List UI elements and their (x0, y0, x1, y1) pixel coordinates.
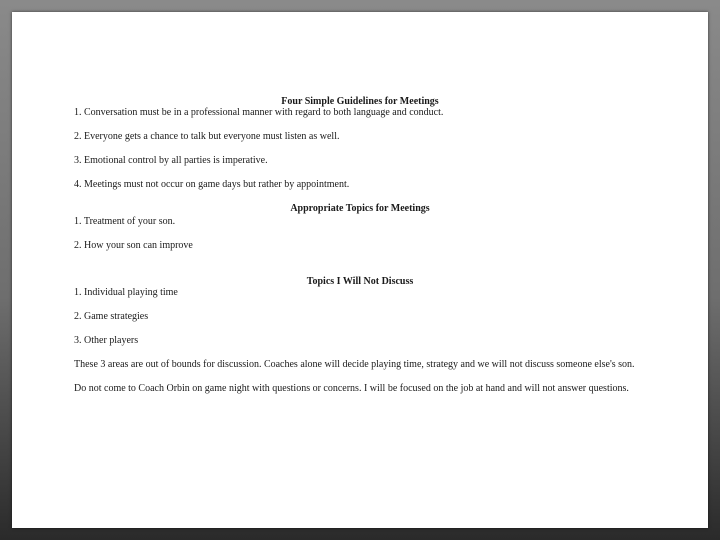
paragraph-game-night: Do not come to Coach Orbin on game night with questions or concerns. I will be focused on the job at hand and will not answer questions. (74, 383, 629, 394)
document-body (74, 96, 646, 394)
not-discuss-3: 3. Other players (74, 335, 139, 346)
slide (12, 12, 708, 528)
guideline-1: 1. Conversation must be in a professional manner with regard to both language and conduct. (74, 107, 444, 118)
heading-appropriate-topics: Appropriate Topics for Meetings (290, 203, 430, 214)
guideline-2: 2. Everyone gets a chance to talk but everyone must listen as well. (74, 131, 340, 142)
not-discuss-1: 1. Individual playing time (74, 287, 178, 298)
guideline-4: 4. Meetings must not occur on game days but rather by appointment. (74, 179, 350, 190)
heading-not-discuss: Topics I Will Not Discuss (306, 276, 414, 287)
paragraph-out-of-bounds: These 3 areas are out of bounds for discussion. Coaches alone will decide playing time, strategy and we will not discuss someone else's son. (74, 359, 635, 370)
guideline-3: 3. Emotional control by all parties is imperative. (74, 155, 268, 166)
topic-1: 1. Treatment of your son. (74, 216, 176, 227)
not-discuss-2: 2. Game strategies (74, 311, 149, 322)
heading-guidelines: Four Simple Guidelines for Meetings (281, 96, 439, 107)
topic-2: 2. How your son can improve (74, 240, 193, 251)
